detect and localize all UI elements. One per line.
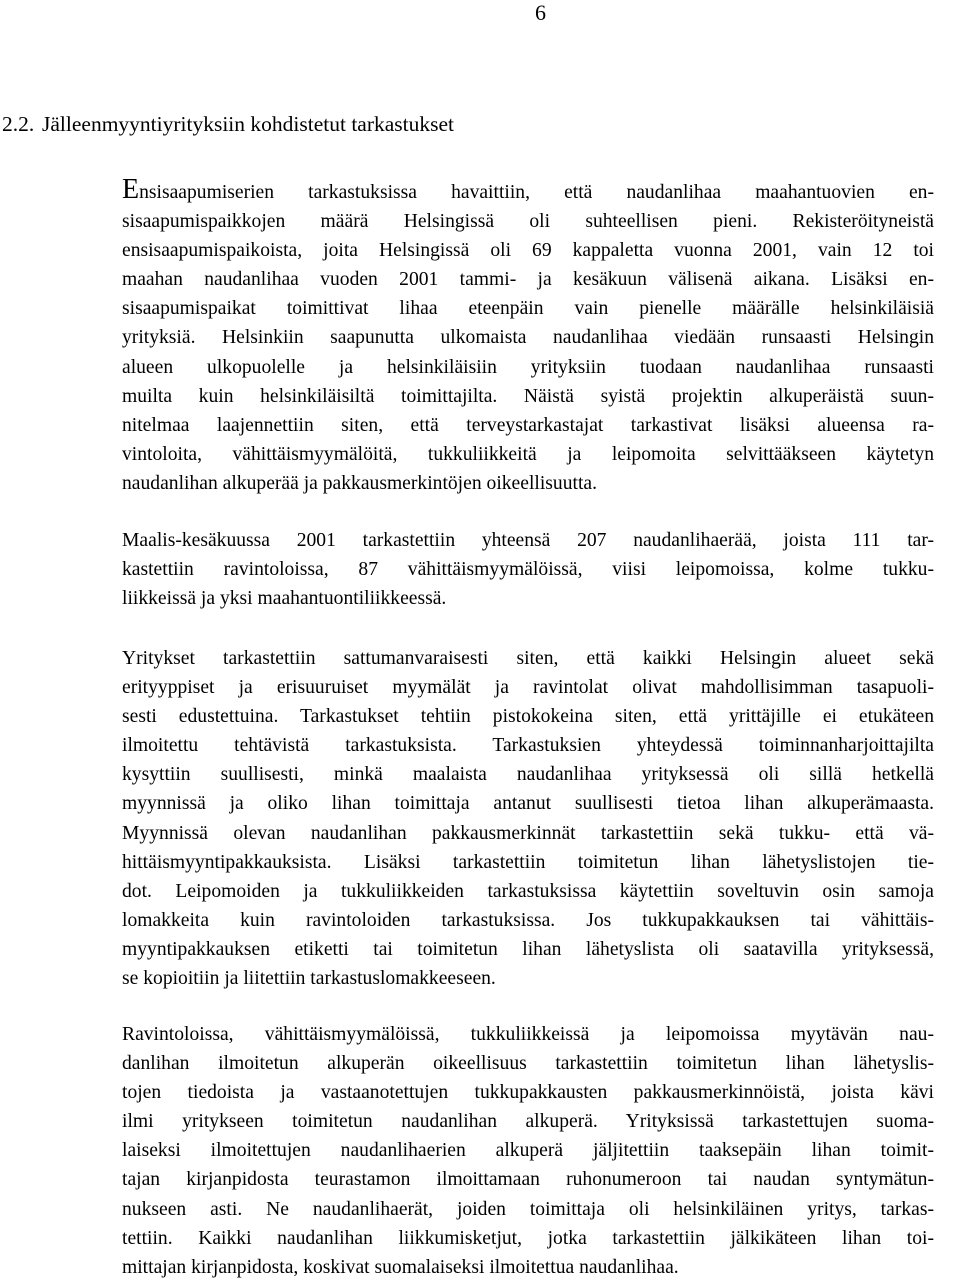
paragraph-line: erityyppiset ja erisuuruiset myymälät ja ravintolat olivat mahdollisimman tasapuoli- (122, 677, 934, 699)
paragraph-line: ensisaapumispaikoista, joita Helsingissä oli 69 kappaletta vuonna 2001, vain 12 toi (122, 240, 934, 262)
section-title: Jälleenmyyntiyrityksiin kohdistetut tarkastukset (42, 112, 455, 136)
section-heading (2, 110, 454, 138)
paragraph-line: Ravintoloissa, vähittäismyymälöissä, tukkuliikkeissä ja leipomoissa myytävän nau- (122, 1024, 934, 1045)
paragraph-line: muilta kuin helsinkiläisiltä toimittajilta. Näistä syistä projektin alkuperäistä suun- (122, 385, 934, 407)
paragraph-line-text: nsisaapumiserien tarkastuksissa havaittiin, että naudanlihaa maahantuovien en- (139, 182, 934, 203)
paragraph-line: nitelmaa laajennettiin siten, että terveystarkastajat tarkastivat lisäksi alueensa ra- (122, 414, 934, 436)
paragraph-line: yrityksiä. Helsinkiin saapunutta ulkomaista naudanlihaa viedään runsaasti Helsingin (122, 327, 934, 349)
paragraph-3 (122, 644, 934, 993)
paragraph-line: ilmi yritykseen toimitetun naudanlihan alkuperä. Yrityksissä tarkastettujen suoma- (122, 1111, 934, 1133)
paragraph-line: sisaapumispaikkojen määrä Helsingissä oli suhteellisen pieni. Rekisteröityneistä (122, 211, 934, 233)
paragraph-line: ilmoitettu tehtävistä tarkastuksista. Tarkastuksien yhteydessä toiminnanharjoittajilta (122, 735, 934, 757)
paragraph-line: nukseen asti. Ne naudanlihaerät, joiden toimittaja oli helsinkiläinen yritys, tarkas- (122, 1198, 934, 1220)
paragraph-line: Maalis-kesäkuussa 2001 tarkastettiin yhteensä 207 naudanlihaerää, joista 111 tar- (122, 530, 934, 551)
paragraph-line: Myynnissä olevan naudanlihan pakkausmerkinnät tarkastettiin sekä tukku- että vä- (122, 822, 934, 844)
paragraph-line: se kopioitiin ja liitettiin tarkastuslomakkeeseen. (122, 968, 496, 990)
paragraph-line: tettiin. Kaikki naudanlihan liikkumisketjut, jotka tarkastettiin jälkikäteen lihan toi- (122, 1227, 934, 1249)
paragraph-1 (122, 174, 934, 498)
paragraph-line: laiseksi ilmoitettujen naudanlihaerien alkuperä jäljitettiin taaksepäin lihan toimit- (122, 1140, 934, 1162)
paragraph-line: naudanlihan alkuperää ja pakkausmerkintöjen oikeellisuutta. (122, 472, 597, 494)
paragraph-line: myynnissä ja oliko lihan toimittaja antanut suullisesti tietoa lihan alkuperämaasta. (122, 793, 934, 815)
paragraph-line: danlihan ilmoitetun alkuperän oikeellisuus tarkastettiin toimitetun lihan lähetyslis- (122, 1053, 934, 1075)
paragraph-line: mittajan kirjanpidosta, koskivat suomalaiseksi ilmoitettua naudanlihaa. (122, 1256, 679, 1278)
paragraph-line: tajan kirjanpidosta teurastamon ilmoittamaan ruhonumeroon tai naudan syntymätun- (122, 1169, 934, 1191)
section-number: 2.2. (2, 112, 35, 136)
drop-cap-letter: E (122, 174, 140, 205)
page-number: 6 (535, 0, 546, 25)
paragraph-line: maahan naudanlihaa vuoden 2001 tammi- ja kesäkuun välisenä aikana. Lisäksi en- (122, 269, 934, 291)
paragraph-2 (122, 526, 934, 613)
paragraph-line: sesti edustettuina. Tarkastukset tehtiin pistokokeina siten, että yrittäjille ei etukäteen (122, 706, 934, 728)
paragraph-line: tojen tiedoista ja vastaanotettujen tukkupakkausten pakkausmerkinnöistä, joista kävi (122, 1082, 934, 1104)
paragraph-line: liikkeissä ja yksi maahantuontiliikkeessä. (122, 588, 447, 610)
paragraph-line: vintoloita, vähittäismyymälöitä, tukkuliikkeitä ja leipomoita selvittääkseen käytetyn (122, 443, 934, 465)
paragraph-line (122, 174, 934, 207)
paragraph-line: kastettiin ravintoloissa, 87 vähittäismyymälöissä, viisi leipomoissa, kolme tukku- (122, 559, 934, 581)
paragraph-line: myyntipakkauksen etiketti tai toimitetun lihan lähetyslista oli saatavilla yrityksessä, (122, 938, 934, 960)
paragraph-line: hittäismyyntipakkauksista. Lisäksi tarkastettiin toimitetun lihan lähetyslistojen tie- (122, 851, 934, 873)
paragraph-line: alueen ulkopuolelle ja helsinkiläisiin yrityksiin tuodaan naudanlihaa runsaasti (122, 356, 934, 378)
paragraph-line: sisaapumispaikat toimittivat lihaa eteenpäin vain pienelle määrälle helsinkiläisiä (122, 298, 934, 320)
paragraph-line: Yritykset tarkastettiin sattumanvaraisesti siten, että kaikki Helsingin alueet sekä (122, 648, 934, 669)
paragraph-line: lomakkeita kuin ravintoloiden tarkastuksissa. Jos tukkupakkauksen tai vähittäis- (122, 909, 934, 931)
paragraph-line: kysyttiin suullisesti, minkä maalaista naudanlihaa yrityksessä oli sillä hetkellä (122, 764, 934, 786)
paragraph-line: dot. Leipomoiden ja tukkuliikkeiden tarkastuksissa käytettiin soveltuvin osin samoja (122, 880, 934, 902)
paragraph-4 (122, 1020, 934, 1282)
